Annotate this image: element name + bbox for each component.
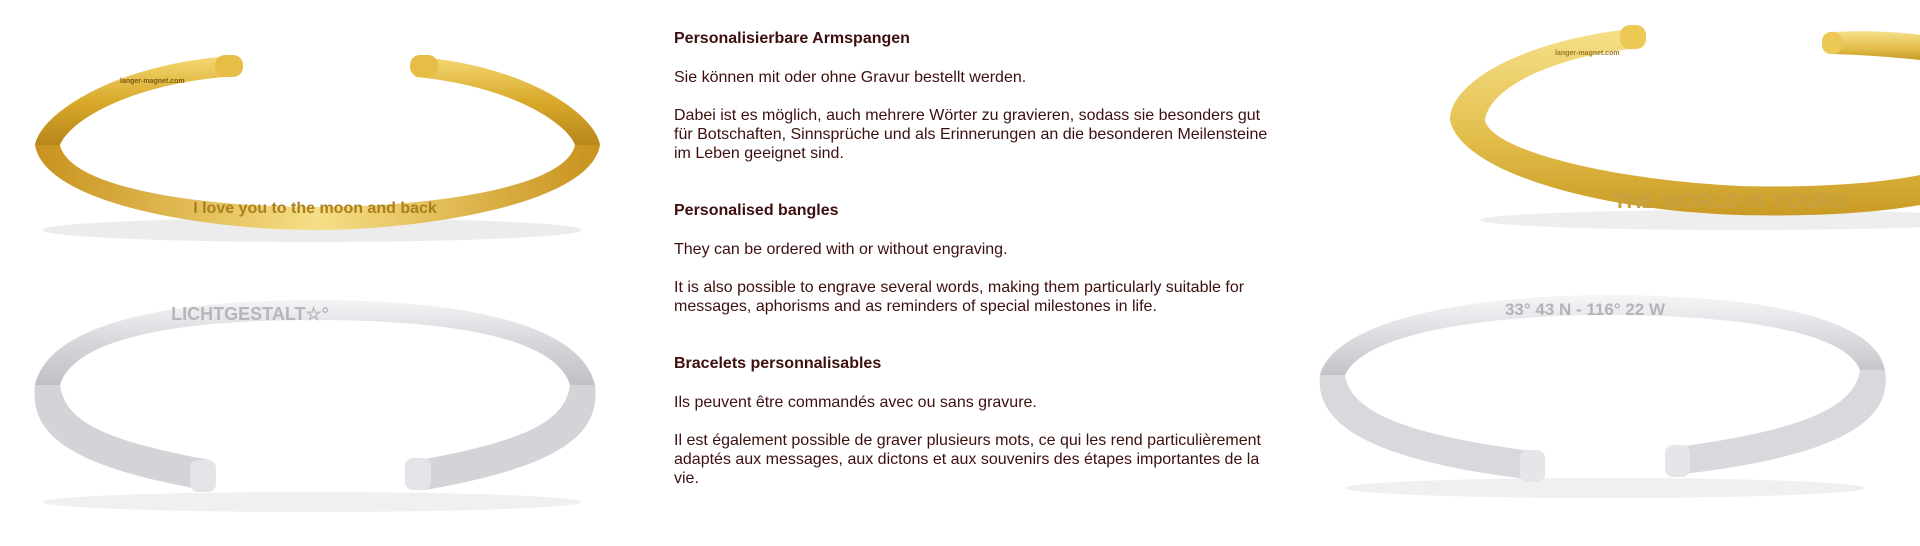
paragraph: Il est également possible de graver plusieurs mots, ce qui les rend particulièrement adaptés aux messages, aux dictons et aux souvenirs des étapes importantes de la vie. xyxy=(674,432,1261,487)
section-title: Bracelets personnalisables xyxy=(674,355,882,372)
gold-bangle-inner-mark: langer-magnet.com xyxy=(120,78,185,85)
silver-bangle-image xyxy=(20,290,610,520)
paragraph: It is also possible to engrave several words, making them particularly suitable for messages, aphorisms and as reminders of special milestones in life. xyxy=(674,279,1245,315)
gold-bangle-engraving: I love you to the moon and back xyxy=(193,200,437,217)
paragraph: They can be ordered with or without engraving. xyxy=(674,241,1008,258)
gold-bangle-image xyxy=(1440,20,1920,235)
section-german xyxy=(674,29,1274,163)
paragraph: Dabei ist es möglich, auch mehrere Wörter zu gravieren, sodass sie besonders gut für Botschaften, Sinnsprüche und als Erinnerungen an die besonderen Meilensteine im Leben geeignet sind. xyxy=(674,107,1268,162)
gold-bangle-graphic xyxy=(1440,20,1920,235)
section-french xyxy=(674,354,1274,488)
silver-bangle-image xyxy=(1310,290,1900,505)
gold-bangle-image xyxy=(20,45,610,245)
gold-bangle-graphic xyxy=(20,45,610,245)
silver-bangle-graphic xyxy=(1310,290,1900,505)
section-title: Personalised bangles xyxy=(674,202,839,219)
silver-bangle-engraving: LICHTGESTALT☆° xyxy=(171,304,329,324)
paragraph: Ils peuvent être commandés avec ou sans gravure. xyxy=(674,394,1037,411)
gold-bangle-engraving: THE WORLD IS YOURS xyxy=(1613,190,1847,213)
description-text xyxy=(674,29,1274,488)
section-english xyxy=(674,201,1274,316)
paragraph: Sie können mit oder ohne Gravur bestellt werden. xyxy=(674,69,1027,86)
silver-bangle-graphic xyxy=(20,290,610,520)
silver-bangle-engraving: 33° 43 N - 116° 22 W xyxy=(1504,300,1666,319)
gold-bangle-inner-mark: langer-magnet.com xyxy=(1555,50,1620,57)
section-title: Personalisierbare Armspangen xyxy=(674,30,910,47)
